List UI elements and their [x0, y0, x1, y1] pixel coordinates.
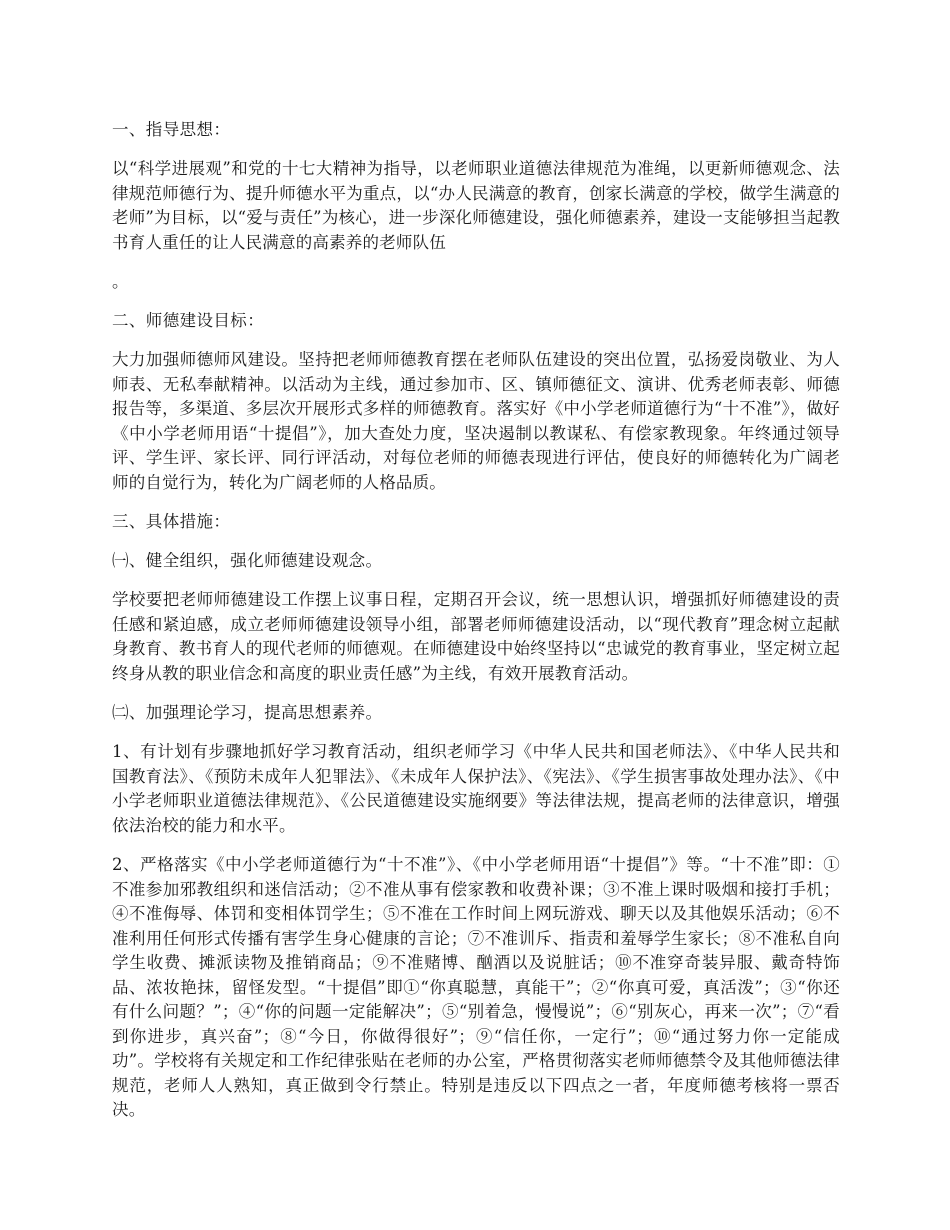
para-item-2: 2、严格落实《中小学老师道德行为“十不准”》、《中小学老师用语“十提倡”》等。“十不准”即：①不准参加邪教组织和迷信活动；②不准从事有偿家教和收费补课；③不准上课时吸烟和接打手机；④不准侮辱、体罚和变相体罚学生；⑤不准在工作时间上网玩游戏、聊天以及其他娱乐活动；⑥不准利用任何形式传播有害学生身心健康的言论；⑦不准训斥、指责和羞辱学生家长；⑧不准私自向学生收费、摊派读物及推销商品；⑨不准赌博、酗酒以及说脏话；⑩不准穿奇装异服、戴奇特饰品、浓妆艳抹，留怪发型。“十提倡”即①“你真聪慧，真能干”；②“你真可爱，真活泼”；③“你还有什么问题？”；④“你的问题一定能解决”；⑤“别着急，慢慢说”；⑥“别灰心，再来一次”；⑦“看到你进步，真兴奋”；⑧“今日，你做得很好”；⑨“信任你，一定行”；⑩“通过努力你一定能成功”。学校将有关规定和工作纪律张贴在老师的办公室，严格贯彻落实老师师德禁令及其他师德法律规范，老师人人熟知，真正做到令行禁止。特别是违反以下四点之一者，年度师德考核将一票否决。 [112, 855, 840, 1119]
para-guiding-thought: 以“科学进展观”和党的十七大精神为指导，以老师职业道德法律规范为准绳，以更新师德观念、法律规范师德行为、提升师德水平为重点，以“办人民满意的教育，创家长满意的学校，做学生满意的老师”为目标，以“爱与责任”为核心，进一步深化师德建设，强化师德素养，建设一支能够担当起教书育人重任的让人民满意的高素养的老师队伍 [112, 159, 840, 252]
para-item-1: 1、有计划有步骤地抓好学习教育活动，组织老师学习《中华人民共和国老师法》、《中华人民共和国教育法》、《预防未成年人犯罪法》、《未成年人保护法》、《宪法》、《学生损害事故处理办法》、《中小学老师职业道德法律规范》、《公民道德建设实施纲要》等法律法规，提高老师的法律意识，增强依法治校的能力和水平。 [112, 742, 840, 835]
para-goals: 大力加强师德师风建设。坚持把老师师德教育摆在老师队伍建设的突出位置，弘扬爱岗敬业、为人师表、无私奉献精神。以活动为主线，通过参加市、区、镇师德征文、演讲、优秀老师表彰、师德报告等，多渠道、多层次开展形式多样的师德教育。落实好《中小学老师道德行为“十不准”》，做好《中小学老师用语“十提倡”》，加大查处力度，坚决遏制以教谋私、有偿家教现象。年终通过领导评、学生评、家长评、同行评活动，对每位老师的师德表现进行评估，使良好的师德转化为广阔老师的自觉行为，转化为广阔老师的人格品质。 [112, 350, 840, 492]
heading-measure-2: ㈡、加强理论学习，提高思想素养。 [112, 703, 383, 722]
para-measure-1: 学校要把老师师德建设工作摆上议事日程，定期召开会议，统一思想认识，增强抓好师德建设的责任感和紧迫感，成立老师师德建设领导小组，部署老师师德建设活动，以“现代教育”理念树立起献身教育、教书育人的现代老师的师德观。在师德建设中始终坚持以“忠诚党的教育事业，坚定树立起终身从教的职业信念和高度的职业责任感”为主线，有效开展教育活动。 [112, 590, 840, 683]
heading-measures: 三、具体措施： [112, 512, 231, 531]
document-page [112, 118, 840, 1138]
heading-goals: 二、师德建设目标： [112, 311, 265, 330]
heading-guiding-thought: 一、指导思想： [112, 120, 231, 139]
stray-period: 。 [112, 272, 129, 291]
heading-measure-1: ㈠、健全组织，强化师德建设观念。 [112, 551, 383, 570]
